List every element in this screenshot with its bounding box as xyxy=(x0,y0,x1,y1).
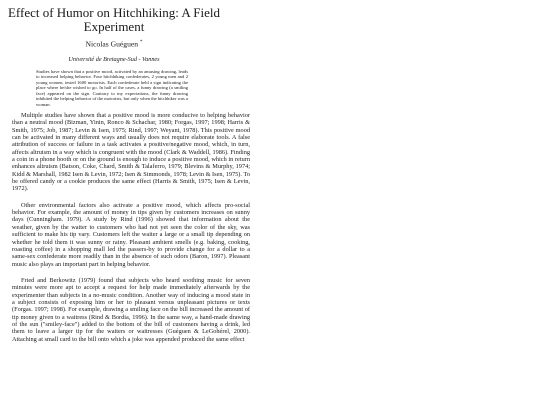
author-name: Nicolas Guéguen xyxy=(85,39,139,49)
body-paragraph: Multiple studies have shown that a positive mood is more conducive to helping behavior than a neutral mood (Bizman, Yinin, Ronco & Schachar, 1980; Forgas, 1997; 1998; Harris & Smith, 1975; Job, 1987; Levin & Isen, 1975; Rind, 1997; Weyant, 1978). This positive mood can be activated in many different ways and usually does not require elaborate tools. A false attribution of success or failure in a task activates a positive/negative mood, which, in turn, affects altruism in a way which is congruent with the mood (Clark & Waddell, 1986). Finding a coin in a phone booth or on the ground is enough to induce a positive mood, which in return enhances altruism (Batson, Coke, Chard, Smith & Talaferro, 1979; Blevins & Murphy, 1974; Kidd & Marshall, 1982 Isen & Levin, 1972; Isen & Simmonds, 1978; Levin & Isen, 1975). To be offered candy or a cookie produces the same effect (Harris & Smith, 1975; Isen & Levin, 1972). xyxy=(12,112,250,193)
paper-affiliation: Université de Bretagne-Sud - Vannes xyxy=(68,56,160,63)
paper-abstract: Studies have shown that a positive mood, activated by an amusing drawing, leads to increased helping behavior. Four hitchhiking confederates, 2 young men and 2 young women, tested 1600 motorists. Each confederate held a sign indicating the place where he/she wished to go. In half of the cases, a funny drawing (a smiling face) appeared on the sign. Contrary to my expectations, the funny drawing inhibited the helping behavior of the motorists, but only when the hitchhiker was a woman. xyxy=(36,69,188,107)
paper-body xyxy=(12,112,250,352)
author-footnote-mark: * xyxy=(139,40,143,45)
paper-author xyxy=(0,38,228,49)
body-paragraph: Other environmental factors also activate a positive mood, which affects pro-social behavior. For example, the amount of money in tips given by customers increases on sunny days (Cunningham. 1979). A study by Rind (1996) showed that information about the weather, given by the waiter to customers who had not yet seen the color of the sky, was sufficient to make his tip vary. Customers left the waiter a large or a small tip depending on whether he told them it was sunny or rainy. Pleasant ambient smells (e.g. baking, cooking, roasting coffee) in a shopping mall led the passers-by to provide change for a dollar to a same-sex confederate more readily than in the absence of such odors (Baron, 1997). Pleasant music also plays an important part in helping behavior. xyxy=(12,201,250,268)
paper-title: Effect of Humor on Hitchhiking: A Field Experiment xyxy=(7,5,221,34)
body-paragraph: Fried and Berkowitz (1979) found that subjects who heard soothing music for seven minutes were more apt to accept a request for help made immediately afterwards by the experimenter than subjects in a no-music condition. Another way of inducing a mood state in a subject consists of exposing him or her to pleasant versus unpleasant pictures or texts (Forgas. 1997; 1998). For example, drawing a smiling face on the bill increased the amount of tip money given to a waitress (Rind & Bordia, 1996). In the same way, a hand-made drawing of the sun ("smiley-face") added to the bottom of the bill of customers having a drink, led them to leave a larger tip for the waiters or waitresses (Guéguen & LeGohérel, 2000). Attaching at small card to the bill onto which a joke was appended produced the same effect xyxy=(12,276,250,343)
